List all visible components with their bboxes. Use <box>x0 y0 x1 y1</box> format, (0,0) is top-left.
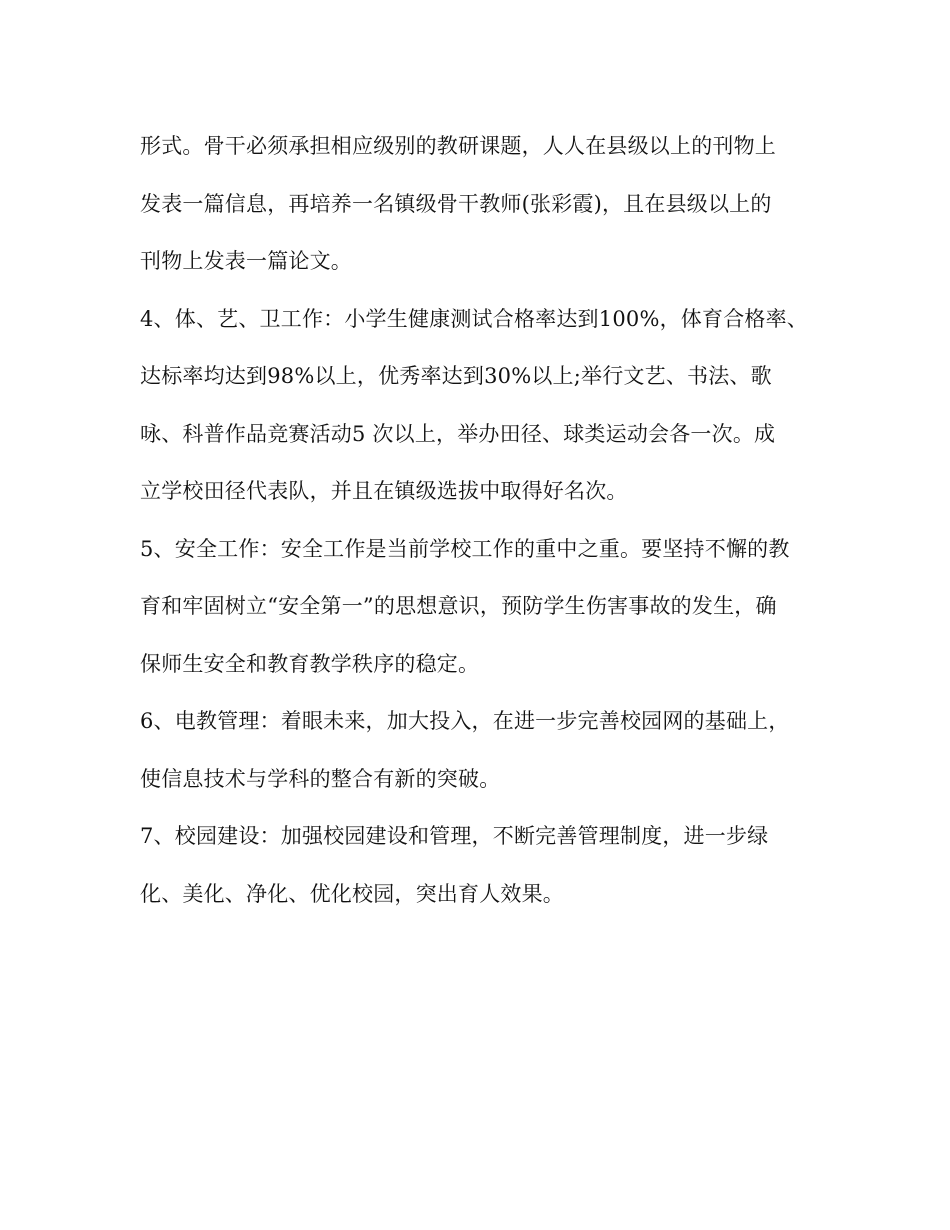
document-body <box>140 118 812 923</box>
text-line: 5、安全工作：安全工作是当前学校工作的重中之重。要坚持不懈的教 <box>140 536 790 561</box>
text-line: 立学校田径代表队，并且在镇级选拔中取得好名次。 <box>140 479 628 503</box>
text-line: 使信息技术与学科的整合有新的突破。 <box>140 766 501 791</box>
text-line: 刊物上发表一篇论文。 <box>140 249 352 273</box>
text-line: 达标率均达到98%以上，优秀率达到30%以上;举行文艺、书法、歌 <box>140 364 772 388</box>
text-line: 化、美化、净化、优化校园，突出育人效果。 <box>140 881 564 906</box>
text-line: 咏、科普作品竞赛活动5 次以上，举办田径、球类运动会各一次。成 <box>140 421 776 446</box>
text-line: 形式。骨干必须承担相应级别的教研课题，人人在县级以上的刊物上 <box>140 134 776 158</box>
text-line: 保师生安全和教育教学秩序的稳定。 <box>140 651 480 676</box>
text-line: 发表一篇信息，再培养一名镇级骨干教师(张彩霞)，且在县级以上的 <box>140 191 772 216</box>
text-line: 育和牢固树立“安全第一”的思想意识，预防学生伤害事故的发生，确 <box>140 594 777 618</box>
text-line: 6、电教管理：着眼未来，加大投入，在进一步完善校园网的基础上， <box>140 709 790 733</box>
text-line: 7、校园建设：加强校园建设和管理，不断完善管理制度，进一步绿 <box>140 824 769 848</box>
text-line: 4、体、艺、卫工作：小学生健康测试合格率达到100%，体育合格率、 <box>140 306 808 331</box>
